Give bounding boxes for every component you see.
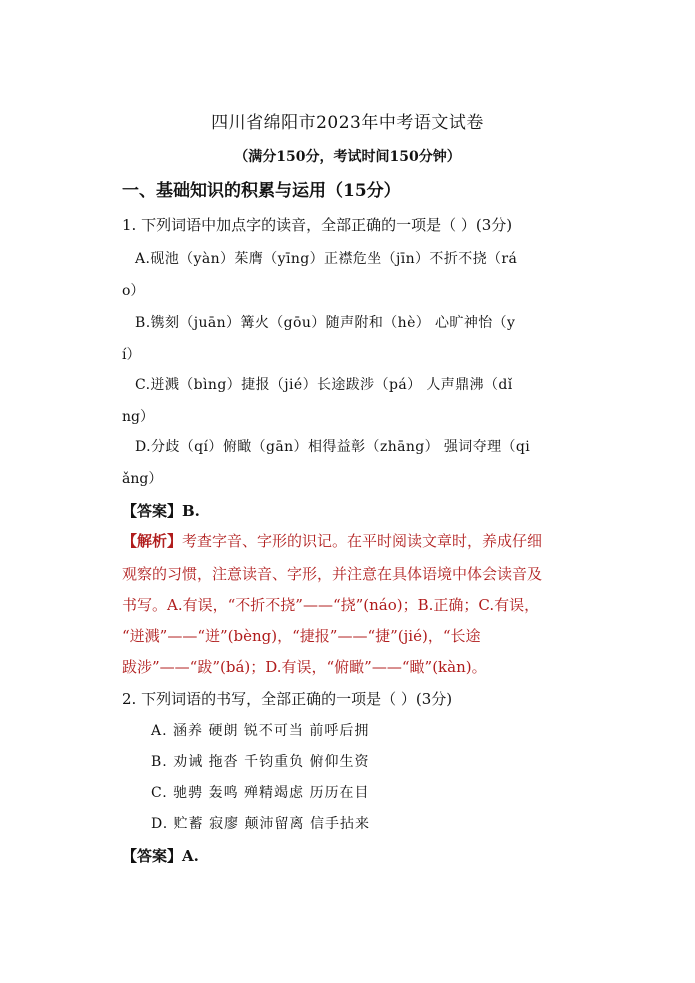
question-2-stem: 2. 下列词语的书写，全部正确的一项是（ ）(3分) (122, 690, 453, 708)
document-title: 四川省绵阳市2023年中考语文试卷 (211, 113, 484, 133)
question-2-option-c: C. 驰骋 轰鸣 殚精竭虑 历历在目 (151, 785, 370, 801)
analysis-label: 【解析】 (122, 532, 183, 550)
question-1-option-b: B.镌刻（juān）篝火（gōu）随声附和（hè） 心旷神怡（y (135, 315, 516, 331)
question-2-option-a: A. 涵养 硬朗 锐不可当 前呼后拥 (151, 723, 370, 739)
question-1-answer: 【答案】B. (122, 502, 200, 520)
question-1-analysis-line-1: 【解析】考查字音、字形的识记。在平时阅读文章时，养成仔细 (122, 532, 543, 550)
question-1-analysis-line-4: “迸溅”——“迸”(bèng)，“捷报”——“捷”(jié)，“长途 (122, 627, 481, 645)
question-1-option-d: D.分歧（qí）俯瞰（gān）相得益彰（zhāng） 强词夺理（qi (135, 439, 531, 455)
question-2-answer: 【答案】A. (122, 847, 199, 865)
exam-info: （满分150分，考试时间150分钟） (234, 149, 461, 165)
question-1-option-c: C.迸溅（bìng）捷报（jié）长途跋涉（pá） 人声鼎沸（dǐ (135, 377, 513, 393)
question-2-option-d: D. 贮蓄 寂廖 颠沛留离 信手拈来 (151, 816, 370, 832)
question-1-option-a: A.砚池（yàn）茱膺（yīng）正襟危坐（jīn）不折不挠（rá (135, 251, 518, 267)
question-1-analysis-line-3: 书写。A.有误，“不折不挠”——“挠”(náo)；B.正确；C.有误， (122, 596, 540, 614)
question-1-option-d-wrap: ǎng） (122, 471, 163, 487)
question-1-option-b-wrap: í） (122, 347, 141, 363)
section-heading: 一、基础知识的积累与运用（15分） (122, 181, 401, 201)
question-1-analysis-line-2: 观察的习惯，注意读音、字形，并注意在具体语境中体会读音及 (122, 565, 543, 583)
question-2-option-b: B. 劝诫 拖沓 千钧重负 俯仰生资 (151, 754, 370, 770)
question-1-stem: 1. 下列词语中加点字的读音，全部正确的一项是（ ）(3分) (122, 216, 513, 234)
question-1-option-c-wrap: ng） (122, 409, 154, 425)
question-1-option-a-wrap: o） (122, 283, 145, 299)
question-1-analysis-line-5: 跋涉”——“跋”(bá)；D.有误，“俯瞰”——“瞰”(kàn)。 (122, 658, 487, 676)
